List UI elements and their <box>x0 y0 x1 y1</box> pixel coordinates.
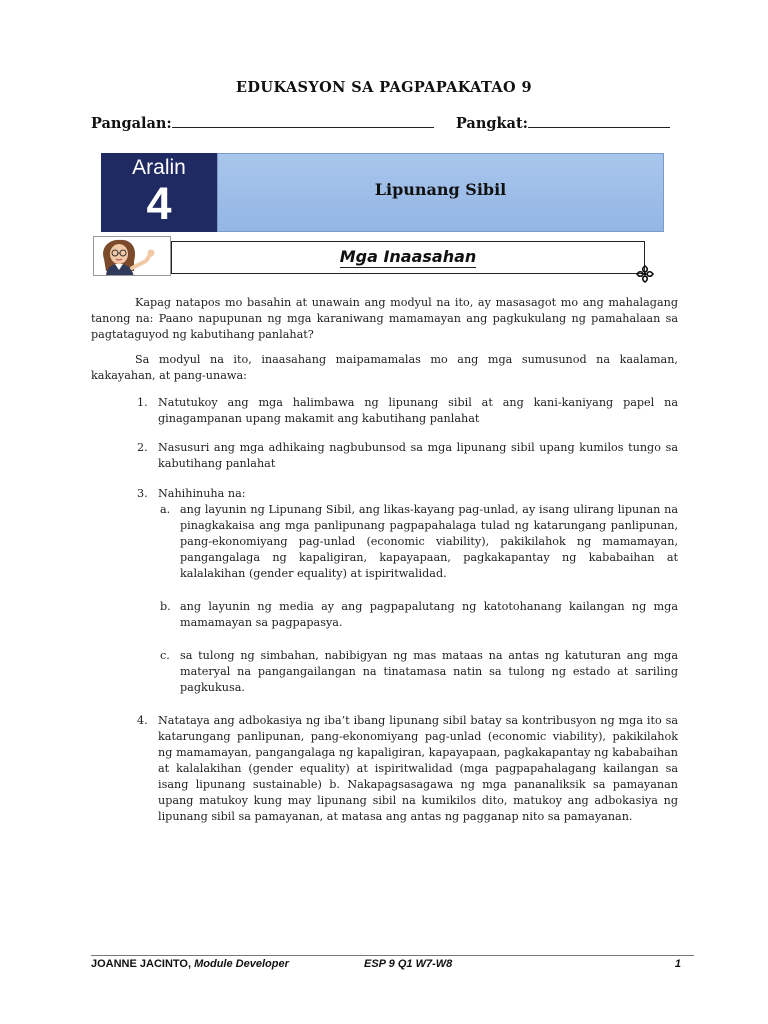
list-number: 2. <box>137 441 148 454</box>
name-section-row <box>91 115 691 132</box>
teacher-avatar-icon <box>94 237 171 276</box>
lead-paragraph: Sa modyul na ito, inaasahang maipamamalas mo ang mga sumusunod na kaalaman, kakayahan, at pang-unawa: <box>91 353 678 382</box>
expectations-banner <box>171 241 645 274</box>
ornament-flourish-icon <box>634 263 656 285</box>
lesson-number-box <box>101 153 217 232</box>
name-blank-line <box>172 115 434 128</box>
list-item: Nahihinuha na: <box>158 487 246 500</box>
lesson-word: Aralin <box>132 156 186 179</box>
lesson-title: Lipunang Sibil <box>374 180 507 199</box>
footer-author: JOANNE JACINTO, <box>91 958 192 970</box>
name-label: Pangalan: <box>91 115 172 132</box>
footer-page-number: 1 <box>674 958 681 970</box>
sublist-item: ang layunin ng media ay ang pagpapalutang ng katotohanang kailangan ng mga mamamayan sa pagpapasya. <box>180 600 678 629</box>
footer-author-block <box>91 958 289 970</box>
section-blank-line <box>528 115 670 128</box>
sublist-item: sa tulong ng simbahan, nabibigyan ng mas mataas na antas ng katuturan ang mga materyal na pangangailangan na tinatamasa natin sa tulong ng estado at sariling pagkukusa. <box>180 649 678 694</box>
page-footer <box>91 958 681 974</box>
expectations-heading: Mga Inaasahan <box>339 247 477 266</box>
list-item: Natataya ang adbokasiya ng iba’t ibang lipunang sibil batay sa kontribusyon ng mga ito sa katarungang panlipunan, pang-ekonomiyang pag-unlad (economic viability), pakikilahok ng mamamayan, pangangalaga ng kapaligiran, kapayapaan, pagkakapantay ng kababaihan at kalalakihan (gender equality) at ispiritwalidad (mga pagpapahalagang kailangan sa isang lipunang sustainable) b. Nakapagsasagawa ng mga pananaliksik sa pamayanan upang matukoy kung may lipunang sibil na kumikilos dito, matukoy ang adbokasiya ng lipunang sibil sa pamayanan, at matasa ang antas ng pagganap nito sa pamayanan. <box>158 714 678 823</box>
intro-paragraph: Kapag natapos mo basahin at unawain ang modyul na ito, ay masasagot mo ang mahalagang tanong na: Paano napupunan ng mga karaniwang mamamayan ang pagkukulang ng pamahalaan sa pagtataguyod ng kabutihang panlahat? <box>91 296 678 341</box>
sublist-item: ang layunin ng Lipunang Sibil, ang likas-kayang pag-unlad, ay isang ulirang lipunan na pinagkakaisa ang mga panlipunang pagpapahalaga tulad ng katarungang panlipunan, pang-ekonomiyang pag-unlad (economic viability), pakikilahok ng mamamayan, pangangalaga ng kapaligiran, kapayapaan, pagkakapantay ng kababaihan at kalalakihan (gender equality) at ispiritwalidad. <box>180 503 678 580</box>
lesson-title-box <box>217 153 664 232</box>
sublist-letter: c. <box>160 649 170 662</box>
list-item: Nasusuri ang mga adhikaing nagbubunsod sa mga lipunang sibil upang kumilos tungo sa kabutihang panlahat <box>158 441 678 470</box>
footer-module-code: ESP 9 Q1 W7-W8 <box>364 958 453 970</box>
list-item: Natutukoy ang mga halimbawa ng lipunang sibil at ang kani-kaniyang papel na ginagampanan upang makamit ang kabutihang panlahat <box>158 396 678 425</box>
lesson-number: 4 <box>146 178 172 229</box>
sublist-letter: b. <box>160 600 171 613</box>
document-title: EDUKASYON SA PAGPAPAKATAO 9 <box>235 79 533 96</box>
list-number: 4. <box>137 714 148 727</box>
list-number: 3. <box>137 487 148 500</box>
footer-role: Module Developer <box>194 958 289 970</box>
sublist-letter: a. <box>160 503 171 516</box>
list-number: 1. <box>137 396 148 409</box>
teacher-avatar <box>93 236 171 276</box>
section-label: Pangkat: <box>455 115 529 132</box>
footer-divider <box>91 955 694 956</box>
